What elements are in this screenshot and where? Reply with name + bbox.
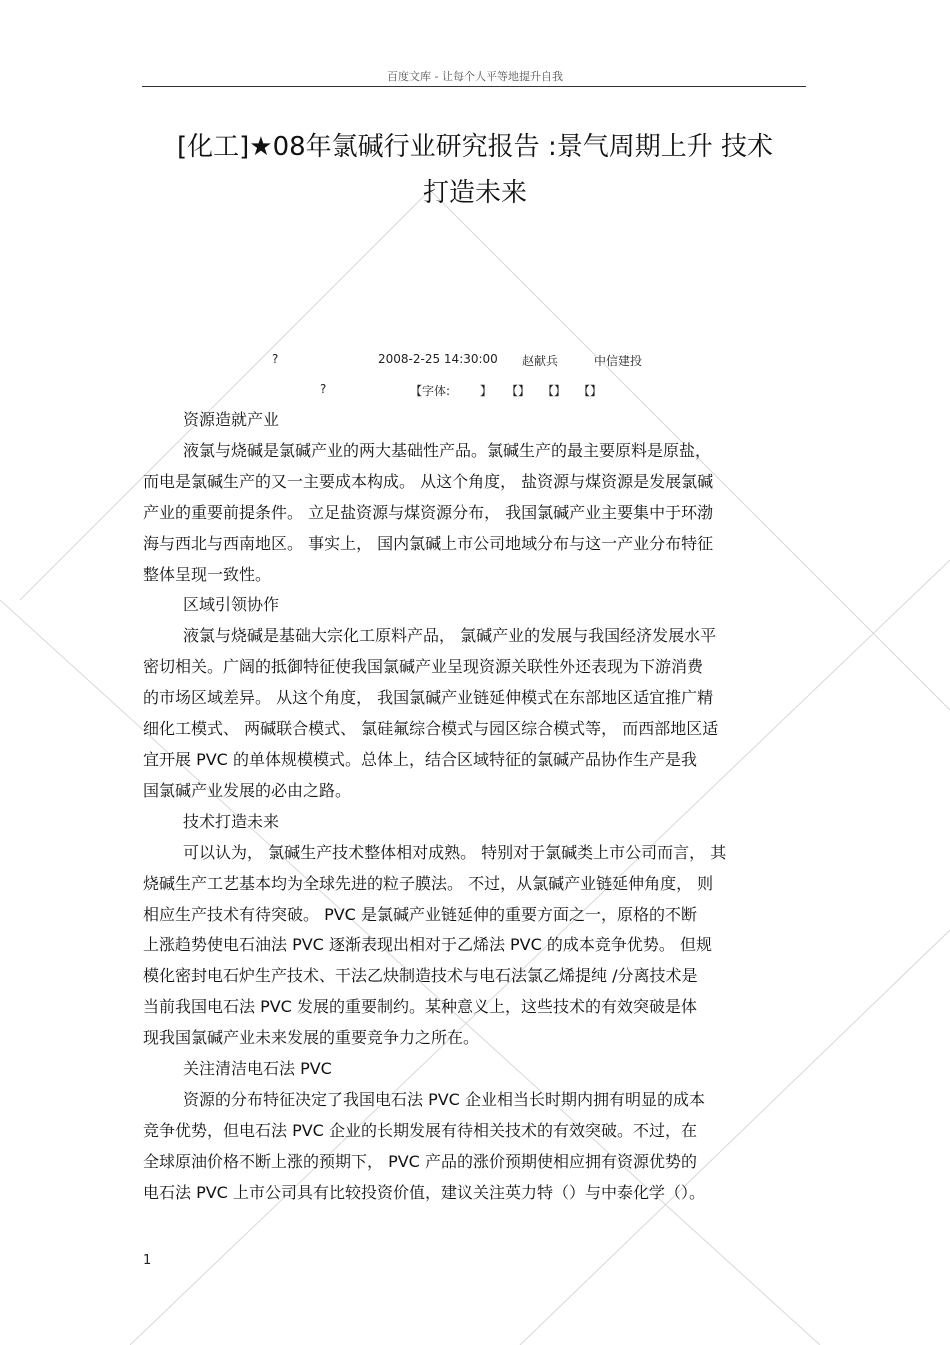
font-size-option-3[interactable]: 【】 <box>578 384 603 398</box>
meta-mark: ? <box>272 352 279 366</box>
paragraph-line: 细化工模式、 两碱联合模式、 氯硅氟综合模式与园区综合模式等， 而西部地区适 <box>143 719 719 739</box>
page-header: 百度文库 - 让每个人平等地提升自我 <box>387 70 563 83</box>
page-number: 1 <box>143 1253 152 1268</box>
paragraph-line: 液氯与烧碱是氯碱产业的两大基础性产品。氯碱生产的最主要原料是原盐， <box>183 440 712 460</box>
paragraph-line: 模化密封电石炉生产技术、干法乙炔制造技术与电石法氯乙烯提纯 /分离技术是 <box>143 966 698 986</box>
source-name: 中信建投 <box>594 354 643 368</box>
section-heading: 技术打造未来 <box>183 811 280 831</box>
title-line: 打造未来 <box>422 178 527 208</box>
paragraph-line: 相应生产技术有待突破。 PVC 是氯碱产业链延伸的重要方面之一，原格的不断 <box>143 904 697 924</box>
paragraph-line: 液氯与烧碱是基础大宗化工原料产品， 氯碱产业的发展与我国经济发展水平 <box>183 626 717 646</box>
font-size-option-1[interactable]: 【】 <box>506 384 531 398</box>
document-title <box>130 124 820 216</box>
paragraph-line: 国氯碱产业发展的必由之路。 <box>143 780 352 800</box>
paragraph-line: 可以认为， 氯碱生产技术整体相对成熟。 特别对于氯碱类上市公司而言， 其 <box>183 842 727 862</box>
section-heading: 关注清洁电石法 PVC <box>183 1059 332 1079</box>
paragraph-line: 海与西北与西南地区。 事实上， 国内氯碱上市公司地域分布与这一产业分布特征 <box>143 533 714 553</box>
publish-datetime: 2008-2-25 14:30:00 <box>378 352 498 366</box>
title-line: [化工]★08年氯碱行业研究报告 :景气周期上升 技术 <box>177 132 773 162</box>
paragraph-line: 烧碱生产工艺基本均为全球先进的粒子膜法。 不过，从氯碱产业链延伸角度， 则 <box>143 873 714 893</box>
article-body <box>143 405 808 1209</box>
paragraph-line: 宜开展 PVC 的单体规模模式。总体上，结合区域特征的氯碱产品协作生产是我 <box>143 749 697 769</box>
meta-mark: ? <box>320 382 327 396</box>
font-size-label: 【字体: <box>410 384 451 398</box>
author-name: 赵献兵 <box>522 354 559 368</box>
paragraph-line: 当前我国电石法 PVC 发展的重要制约。某种意义上，这些技术的有效突破是体 <box>143 997 697 1017</box>
font-size-option-2[interactable]: 【】 <box>542 384 567 398</box>
section-heading: 资源造就产业 <box>183 410 280 429</box>
header-divider <box>142 86 806 87</box>
paragraph-line: 现我国氯碱产业未来发展的重要竞争力之所在。 <box>143 1028 480 1048</box>
paragraph-line: 竞争优势，但电石法 PVC 企业的长期发展有待相关技术的有效突破。不过，在 <box>143 1120 697 1140</box>
paragraph-line: 电石法 PVC 上市公司具有比较投资价值，建议关注英力特（）与中泰化学（）。 <box>143 1182 705 1202</box>
paragraph-line: 资源的分布特征决定了我国电石法 PVC 企业相当长时期内拥有明显的成本 <box>183 1089 705 1109</box>
paragraph-line: 密切相关。广阔的抵御特征使我国氯碱产业呈现资源关联性外还表现为下游消费 <box>143 657 704 677</box>
paragraph-line: 的市场区域差异。 从这个角度， 我国氯碱产业链延伸模式在东部地区适宜推广精 <box>143 688 714 708</box>
font-size-close-bracket: 】 <box>480 384 493 398</box>
paragraph-line: 产业的重要前提条件。 立足盐资源与煤资源分布， 我国氯碱产业主要集中于环渤 <box>143 502 714 522</box>
paragraph-line: 全球原油价格不断上涨的预期下， PVC 产品的涨价预期使相应拥有资源优势的 <box>143 1151 697 1171</box>
paragraph-line: 而电是氯碱生产的又一主要成本构成。 从这个角度， 盐资源与煤资源是发展氯碱 <box>143 471 714 491</box>
paragraph-line: 上涨趋势使电石油法 PVC 逐渐表现出相对于乙烯法 PVC 的成本竞争优势。 但规 <box>143 935 712 955</box>
section-heading: 区域引领协作 <box>183 595 280 615</box>
paragraph-line: 整体呈现一致性。 <box>143 564 272 584</box>
